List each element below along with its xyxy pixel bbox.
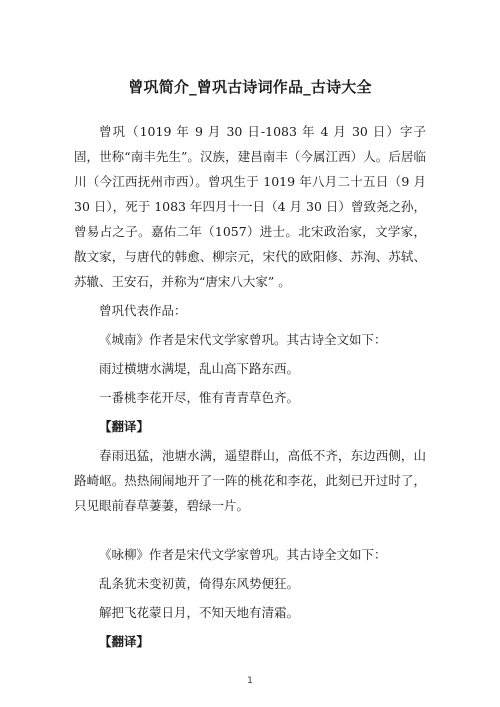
poem1-translation: 春雨迅猛，池塘水满，遥望群山，高低不齐，东边西侧，山路崎岖。热热闹闹地开了一阵的桃花和李花，此刻已开过时了，只见眼前春草萋萋，碧绿一片。 bbox=[74, 448, 426, 513]
poem2-line2: 解把飞花蒙日月，不知天地有清霜。 bbox=[99, 605, 300, 620]
works-label: 曾巩代表作品： bbox=[99, 303, 187, 318]
poem2-intro: 《咏柳》作者是宋代文学家曾巩。其古诗全文如下： bbox=[99, 547, 387, 562]
page-number: 1 bbox=[247, 676, 253, 686]
poem1-translation-label: 【翻译】 bbox=[99, 419, 150, 434]
poem2-line1: 乱条犹未变初黄，倚得东风势便狂。 bbox=[99, 576, 300, 591]
biography-paragraph: 曾巩（1019 年 9 月 30 日-1083 年 4 月 30 日）字子固，世称“南丰先生”。汉族，建昌南丰（今属江西）人。后居临川（今江西抚州市西）。曾巩生于 1019 年八月二十五日（9 月 30 日），死于 1083 年四月十一日（4 月 30 日）曾致尧之孙，曾易占之子。嘉佑二年（1057）进士。北宋政治家，文学家，散文家，与唐代的韩愈、柳宗元，宋代的欧阳修、苏洵、苏轼、苏辙、王安石，并称为“唐宋八大家” 。 bbox=[74, 124, 426, 289]
poem1-intro: 《城南》作者是宋代文学家曾巩。其古诗全文如下： bbox=[99, 332, 387, 347]
poem1-line1: 雨过横塘水满堤，乱山高下路东西。 bbox=[99, 361, 300, 376]
page-title: 曾巩简介_曾巩古诗词作品_古诗大全 bbox=[128, 78, 372, 96]
poem2-translation-label: 【翻译】 bbox=[99, 634, 150, 649]
section-gap bbox=[74, 518, 426, 538]
poem1-line2: 一番桃李花开尽，惟有青青草色齐。 bbox=[99, 390, 300, 405]
